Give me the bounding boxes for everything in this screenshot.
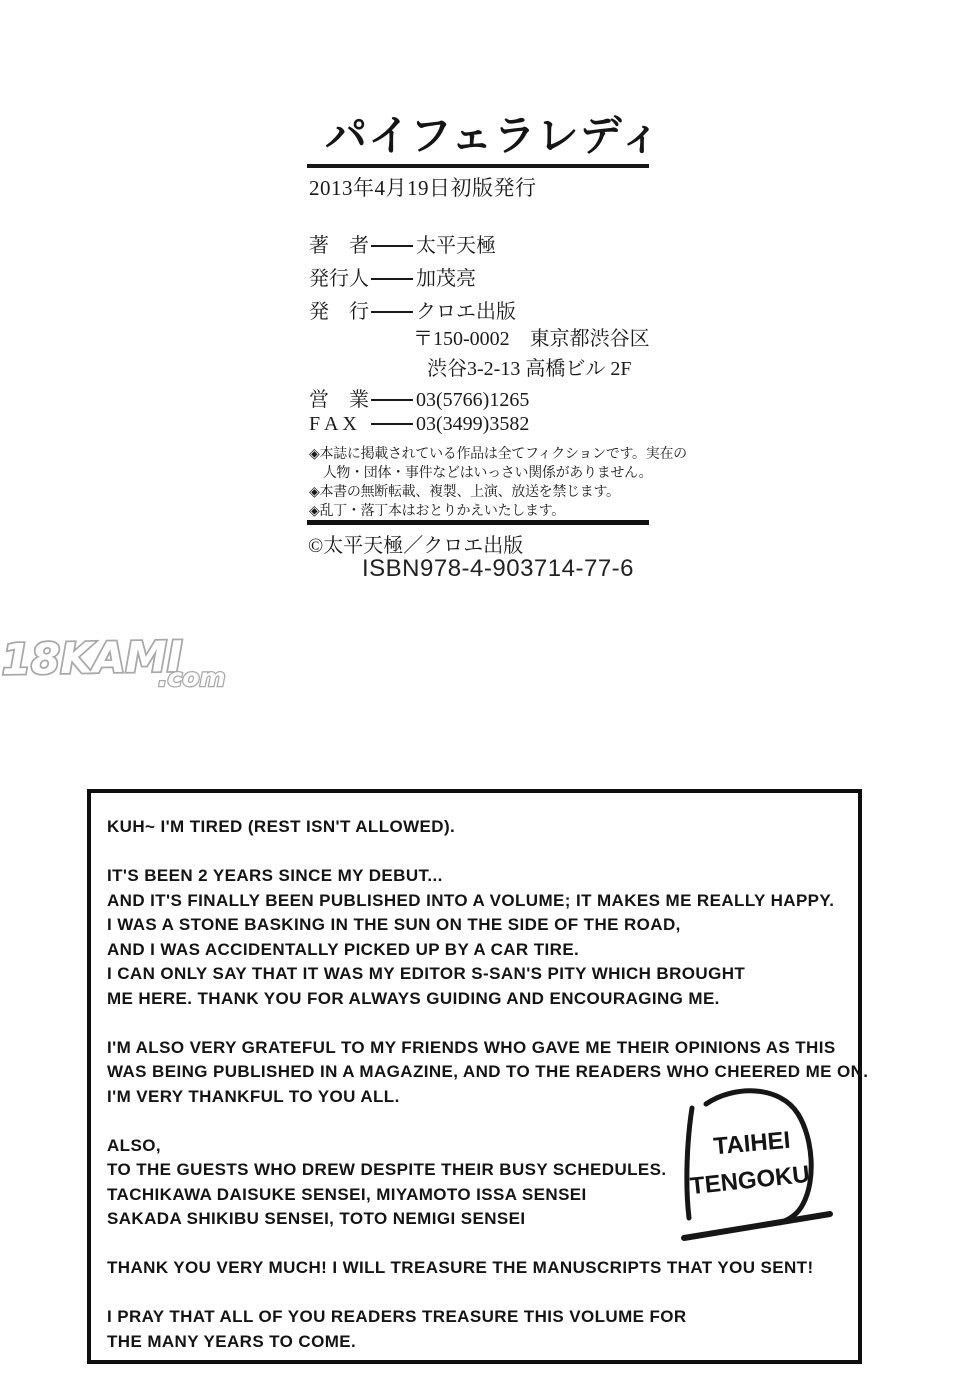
afterword-line: I'M VERY THANKFUL TO YOU ALL. <box>107 1086 400 1106</box>
afterword-paragraph <box>107 864 848 1011</box>
credit-row-publisher <box>309 295 516 324</box>
afterword-line: IT'S BEEN 2 YEARS SINCE MY DEBUT... <box>107 866 443 885</box>
dash-line <box>371 423 413 425</box>
dash-line <box>371 311 413 313</box>
afterword-line: ALSO, <box>107 1135 161 1155</box>
publisher-address-line1: 〒150-0002 東京都渋谷区 <box>413 328 650 350</box>
afterword-line: AND IT'S FINALLY BEEN PUBLISHED INTO A VOLUME; IT MAKES ME REALLY HAPPY. <box>107 890 835 910</box>
credit-label: 発行人 <box>309 268 369 290</box>
contact-value: 03(5766)1265 <box>416 389 530 411</box>
signature-name-line2: TENGOKU <box>688 1160 812 1201</box>
afterword-paragraph <box>107 815 848 840</box>
edition-date: 2013年4月19日初版発行 <box>309 176 537 200</box>
afterword-paragraph <box>107 1256 848 1281</box>
notice-line: ◈本誌に掲載されている作品は全てフィクションです。実在の <box>309 447 687 462</box>
dash-line <box>371 399 413 401</box>
notice-line: ◈乱丁・落丁本はおとりかえいたします。 <box>309 504 565 519</box>
contact-label: F A X <box>309 413 357 435</box>
afterword-line: ME HERE. THANK YOU FOR ALWAYS GUIDING AND ENCOURAGING ME. <box>107 988 720 1008</box>
title-divider <box>307 164 649 168</box>
afterword-line: I CAN ONLY SAY THAT IT WAS MY EDITOR S-SAN'S PITY WHICH BROUGHT <box>107 964 746 983</box>
afterword-line: I PRAY THAT ALL OF YOU READERS TREASURE THIS VOLUME FOR <box>107 1307 687 1326</box>
colophon-divider <box>307 520 649 525</box>
afterword-line: THANK YOU VERY MUCH! I WILL TREASURE THE MANUSCRIPTS THAT YOU SENT! <box>107 1258 814 1277</box>
signature-name-line1: TAIHEI <box>712 1126 792 1161</box>
afterword-line: THE MANY YEARS TO COME. <box>107 1331 357 1351</box>
afterword-line: TO THE GUESTS WHO DREW DESPITE THEIR BUSY SCHEDULES. <box>107 1160 667 1179</box>
notice-line: 人物・団体・事件などはいっさい関係がありません。 <box>309 466 653 481</box>
watermark-suffix-text: .com <box>158 663 226 692</box>
credit-value: クロエ出版 <box>416 301 516 323</box>
signature-underline-stroke <box>684 1214 830 1238</box>
copyright-line: ©太平天極／クロエ出版 <box>308 535 524 557</box>
author-signature <box>676 1088 840 1246</box>
afterword-paragraph <box>107 1305 848 1354</box>
afterword-line: I'M ALSO VERY GRATEFUL TO MY FRIENDS WHO GAVE ME THEIR OPINIONS AS THIS <box>107 1037 836 1057</box>
watermark-main-text: 18KAMI <box>1 631 184 684</box>
dash-line <box>371 278 413 280</box>
isbn-number: ISBN978-4-903714-77-6 <box>362 555 635 582</box>
credit-label: 著 者 <box>309 235 369 257</box>
afterword-line: TACHIKAWA DAISUKE SENSEI, MIYAMOTO ISSA SENSEI <box>107 1184 587 1204</box>
afterword-line: WAS BEING PUBLISHED IN A MAGAZINE, AND TO THE READERS WHO CHEERED ME ON. <box>107 1062 869 1081</box>
credit-value: 加茂亮 <box>416 268 476 290</box>
contact-row-fax <box>309 413 529 436</box>
contact-label: 営 業 <box>309 389 369 411</box>
credit-value: 太平天極 <box>416 235 496 257</box>
afterword-line: AND I WAS ACCIDENTALLY PICKED UP BY A CAR TIRE. <box>107 939 580 959</box>
credit-row-publisher-person <box>309 262 476 291</box>
dash-line <box>371 245 413 247</box>
signature-left-stroke <box>687 1108 692 1218</box>
afterword-line: SAKADA SHIKIBU SENSEI, TOTO NEMIGI SENSEI <box>107 1209 526 1228</box>
publisher-address-line2: 渋谷3-2-13 高橋ビル 2F <box>427 358 632 380</box>
site-watermark <box>0 612 250 712</box>
afterword-line: KUH~ I'M TIRED (REST ISN'T ALLOWED). <box>107 817 456 836</box>
book-title: パイフェラレディ <box>325 114 663 160</box>
contact-value: 03(3499)3582 <box>416 413 530 435</box>
credit-label: 発 行 <box>309 301 369 323</box>
afterword-line: I WAS A STONE BASKING IN THE SUN ON THE SIDE OF THE ROAD, <box>107 915 681 934</box>
contact-row-sales <box>309 383 529 412</box>
afterword-panel <box>87 789 869 1364</box>
notice-line: ◈本書の無断転載、複製、上演、放送を禁じます。 <box>309 485 620 500</box>
credit-row-author <box>309 229 496 258</box>
